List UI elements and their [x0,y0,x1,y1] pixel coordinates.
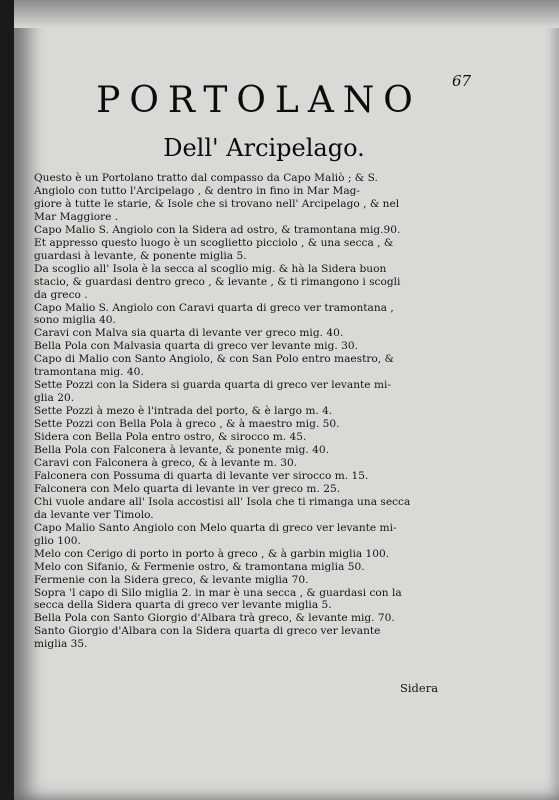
text-line: Sette Pozzi con la Sidera si guarda quarta di greco ver levante mi- [34,379,391,392]
text-line: Falconera con Possuma di quarta di levante ver sirocco m. 15. [34,469,369,482]
text-line: Sopra 'l capo di Silo miglia 2. in mar è una secca , & guardasi con la [34,586,402,599]
text-line: glia 20. [34,392,75,405]
page-top-edge [14,0,559,28]
page-title: PORTOLANO [96,80,422,121]
text-line: Melo con Sifanio, & Fermenie ostro, & tramontana miglia 50. [34,560,365,573]
book-page [14,0,559,800]
page-subtitle: Dell' Arcipelago. [163,134,365,162]
text-line: Santo Giorgio d'Albara con la Sidera quarta di greco ver levante [34,625,381,638]
text-line: Capo Malio S. Angiolo con Caravi quarta di greco ver tramontana , [34,301,394,314]
text-line: guardasi à levante, & ponente miglia 5. [34,249,247,262]
text-line: Mar Maggiore . [34,210,119,223]
text-line: da levante ver Timolo. [34,508,154,521]
text-line: Melo con Cerigo di porto in porto à greco , & à garbin miglia 100. [34,547,390,560]
text-line: Falconera con Melo quarta di levante in ver greco m. 25. [34,482,341,495]
text-line: Bella Pola con Falconera à levante, & ponente mig. 40. [34,444,329,457]
text-line: Caravi con Falconera à greco, & à levante m. 30. [34,456,298,469]
text-line: miglia 35. [34,638,88,651]
text-line: Capo Malio S. Angiolo con la Sidera ad ostro, & tramontana mig.90. [34,223,401,236]
text-line: da greco . [34,288,88,301]
text-line: Capo di Malio con Santo Angiolo, & con San Polo entro maestro, & [34,353,394,366]
text-line: stacio, & guardasi dentro greco , & levante , & ti rimangono i scogli [34,275,401,288]
text-line: Fermenie con la Sidera greco, & levante miglia 70. [34,573,309,586]
text-line: Da scoglio all' Isola è la secca al scoglio mig. & hà la Sidera buon [34,262,387,275]
text-line: Capo Malio Santo Angiolo con Melo quarta di greco ver levante mi- [34,521,397,534]
text-line: Sette Pozzi con Bella Pola à greco , & à maestro mig. 50. [34,418,340,431]
text-line: Bella Pola con Malvasia quarta di greco ver levante mig. 30. [34,340,358,353]
catchword: Sidera [400,681,439,695]
text-line: giore à tutte le starie, & Isole che si trovano nell' Arcipelago , & nel [34,197,400,210]
text-line: Et appresso questo luogo è un scoglietto picciolo , & una secca , & [34,236,394,249]
text-line: Bella Pola con Santo Giorgio d'Albara trà greco, & levante mig. 70. [34,612,395,625]
body-text [34,172,494,651]
text-line: Chi vuole andare all' Isola accostisi all' Isola che ti rimanga una secca [34,495,411,508]
text-line: Angiolo con tutto l'Arcipelago , & dentro in fino in Mar Mag- [34,184,360,197]
text-line: Caravi con Malva sia quarta di levante ver greco mig. 40. [34,327,344,340]
text-line: tramontana mig. 40. [34,366,144,379]
text-line: Sette Pozzi à mezo è l'intrada del porto, & è largo m. 4. [34,405,333,418]
text-line: Sidera con Bella Pola entro ostro, & sirocco m. 45. [34,431,307,444]
text-line: secca della Sidera quarta di greco ver levante miglia 5. [34,599,332,612]
text-line: glio 100. [34,534,81,547]
text-line: sono miglia 40. [34,314,116,327]
page-number: 67 [452,72,472,90]
text-line: Questo è un Portolano tratto dal compasso da Capo Maliò ; & S. [34,172,378,184]
